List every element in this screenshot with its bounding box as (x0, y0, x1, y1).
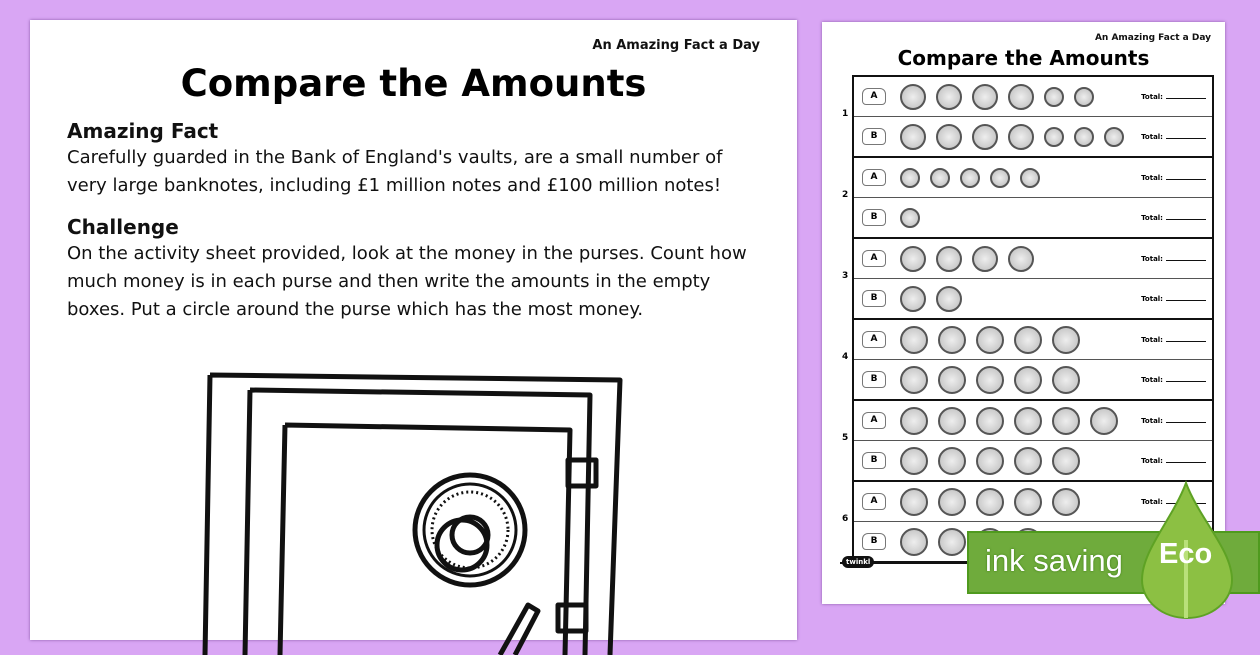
coin-icon (976, 366, 1004, 394)
total-label: Total: (1141, 132, 1163, 141)
total-field[interactable] (1141, 376, 1206, 384)
total-label: Total: (1141, 173, 1163, 182)
coin-icon (936, 286, 962, 312)
total-label: Total: (1141, 254, 1163, 263)
purse-icon: B (862, 209, 886, 226)
coin-icon (972, 124, 998, 150)
purse-row (854, 320, 1212, 360)
purse-icon: A (862, 250, 886, 267)
coin-icon (1044, 127, 1064, 147)
coin-icon (1052, 326, 1080, 354)
coin-icon (1014, 447, 1042, 475)
eco-label: Eco (1159, 538, 1213, 570)
coin-icon (1014, 366, 1042, 394)
total-field[interactable] (1141, 417, 1206, 425)
series-tag: An Amazing Fact a Day (1094, 33, 1211, 43)
series-tag: An Amazing Fact a Day (592, 38, 760, 53)
coin-icon (1044, 87, 1064, 107)
ink-saving-label: ink saving (985, 543, 1123, 578)
coin-icon (1052, 407, 1080, 435)
total-blank[interactable] (1166, 381, 1206, 382)
challenge-heading: Challenge (67, 215, 179, 239)
total-field[interactable] (1141, 174, 1206, 182)
purse-icon: B (862, 290, 886, 307)
coin-icon (900, 407, 928, 435)
coin-icon (1014, 488, 1042, 516)
challenge-section (67, 214, 767, 324)
total-label: Total: (1141, 497, 1163, 506)
total-field[interactable] (1141, 133, 1206, 141)
worksheet-page-fact (30, 20, 797, 640)
question-number: 1 (842, 109, 849, 119)
total-label: Total: (1141, 375, 1163, 384)
activity-title: Compare the Amounts (897, 46, 1150, 70)
total-blank[interactable] (1166, 98, 1206, 99)
coin-icon (1020, 168, 1040, 188)
total-blank[interactable] (1166, 462, 1206, 463)
purse-icon: B (862, 371, 886, 388)
question-number: 3 (842, 271, 849, 281)
total-field[interactable] (1141, 336, 1206, 344)
coin-icon (976, 447, 1004, 475)
coin-icon (1008, 246, 1034, 272)
challenge-text: On the activity sheet provided, look at the money in the purses. Count how much money is in each purse and then write the amounts in the empty boxes. Put a circle around the purse which has the most money. (67, 243, 747, 320)
total-label: Total: (1141, 92, 1163, 101)
total-blank[interactable] (1166, 300, 1206, 301)
coin-icon (900, 208, 920, 228)
eco-leaf-icon (1140, 480, 1235, 624)
coin-icon (960, 168, 980, 188)
coin-icon (900, 447, 928, 475)
purse-row (854, 239, 1212, 279)
total-field[interactable] (1141, 214, 1206, 222)
coin-icon (1090, 407, 1118, 435)
page-title: Compare the Amounts (180, 62, 647, 105)
coin-icon (1052, 366, 1080, 394)
coin-icon (900, 488, 928, 516)
coin-icon (976, 488, 1004, 516)
coin-icon (938, 488, 966, 516)
coin-icon (1104, 127, 1124, 147)
coin-icon (938, 447, 966, 475)
safe-illustration (200, 365, 630, 655)
total-label: Total: (1141, 456, 1163, 465)
purse-row (842, 109, 1212, 158)
purse-row (842, 352, 1212, 401)
coin-icon (938, 326, 966, 354)
fact-heading: Amazing Fact (67, 119, 219, 143)
coin-icon (1014, 407, 1042, 435)
purse-icon: A (862, 169, 886, 186)
coin-icon (900, 366, 928, 394)
total-label: Total: (1141, 213, 1163, 222)
total-field[interactable] (1141, 457, 1206, 465)
purse-icon: B (862, 128, 886, 145)
coin-icon (900, 168, 920, 188)
coin-icon (1014, 326, 1042, 354)
coin-icon (938, 366, 966, 394)
coin-icon (1052, 488, 1080, 516)
coin-icon (938, 528, 966, 556)
total-blank[interactable] (1166, 138, 1206, 139)
coin-icon (930, 168, 950, 188)
purse-row (854, 77, 1212, 117)
purse-icon: A (862, 412, 886, 429)
total-blank[interactable] (1166, 219, 1206, 220)
question-number: 2 (842, 190, 849, 200)
purse-icon: A (862, 88, 886, 105)
purse-icon: B (862, 533, 886, 550)
question-number: 5 (842, 433, 849, 443)
coin-icon (936, 84, 962, 110)
coin-icon (900, 326, 928, 354)
coin-icon (976, 326, 1004, 354)
coin-icon (990, 168, 1010, 188)
total-field[interactable] (1141, 255, 1206, 263)
question-number: 4 (842, 352, 849, 362)
purse-row (854, 158, 1212, 198)
coin-icon (972, 84, 998, 110)
coin-icon (1008, 124, 1034, 150)
coin-icon (976, 407, 1004, 435)
purse-row (842, 271, 1212, 320)
fact-text: Carefully guarded in the Bank of England's vaults, are a small number of very large banknotes, including £1 million notes and £100 million notes! (67, 147, 723, 196)
coin-icon (938, 407, 966, 435)
coin-icon (900, 246, 926, 272)
total-label: Total: (1141, 335, 1163, 344)
total-field[interactable] (1141, 295, 1206, 303)
coin-icon (972, 246, 998, 272)
coin-icon (936, 246, 962, 272)
twinkl-logo: twinkl (842, 556, 874, 568)
purse-row (854, 401, 1212, 441)
purse-row (842, 190, 1212, 239)
coin-icon (936, 124, 962, 150)
purse-row (842, 433, 1212, 482)
coin-icon (1074, 127, 1094, 147)
total-label: Total: (1141, 294, 1163, 303)
coin-icon (900, 286, 926, 312)
purse-icon: B (862, 452, 886, 469)
coin-icon (1008, 84, 1034, 110)
total-blank[interactable] (1166, 422, 1206, 423)
fact-section (67, 118, 767, 200)
total-field[interactable] (1141, 93, 1206, 101)
total-blank[interactable] (1166, 341, 1206, 342)
purse-icon: A (862, 493, 886, 510)
total-label: Total: (1141, 416, 1163, 425)
coin-icon (1052, 447, 1080, 475)
coin-icon (1074, 87, 1094, 107)
purse-icon: A (862, 331, 886, 348)
total-blank[interactable] (1166, 179, 1206, 180)
question-number: 6 (842, 514, 849, 524)
coin-icon (900, 84, 926, 110)
total-blank[interactable] (1166, 260, 1206, 261)
coin-icon (900, 528, 928, 556)
coin-icon (900, 124, 926, 150)
